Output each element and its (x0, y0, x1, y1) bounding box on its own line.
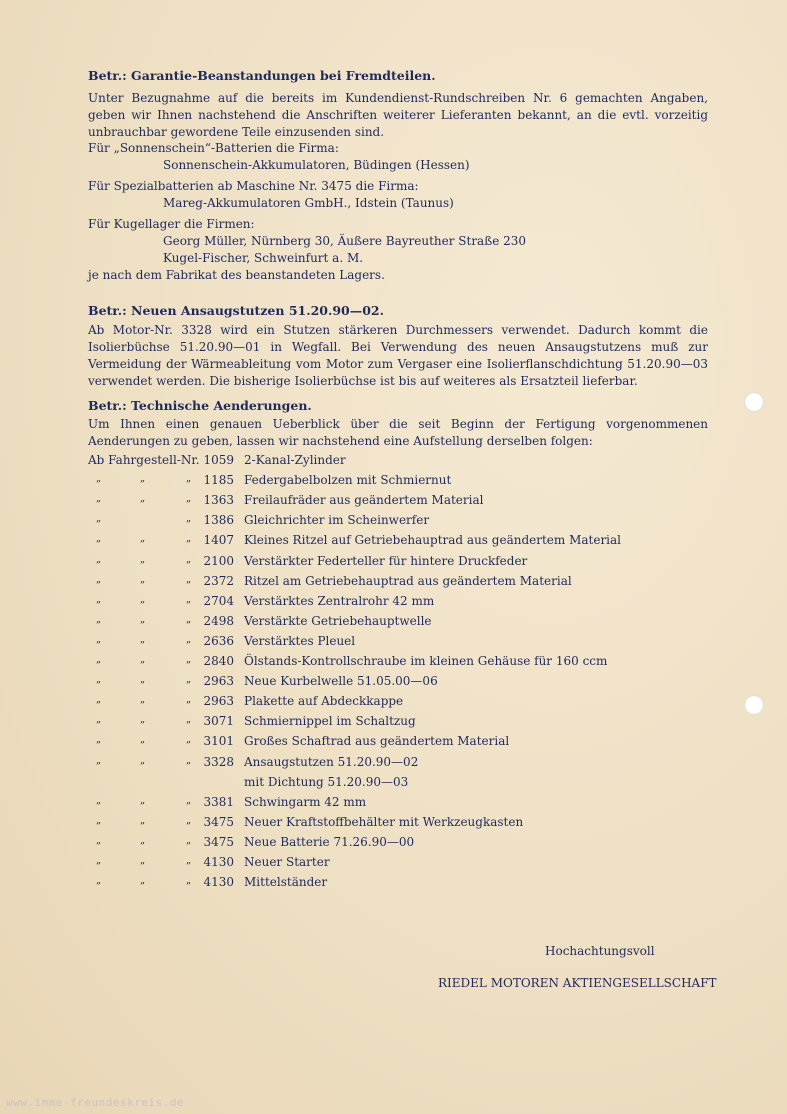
ditto-mark: „ (186, 654, 192, 665)
chassis-number: 2840 (203, 654, 234, 668)
ditto-mark: „ (186, 553, 192, 565)
ditto-mark: „ (140, 613, 146, 625)
chassis-number: 4130 (203, 875, 234, 890)
battery-supplier-label: Für „Sonnenschein“-Batterien die Firma: (88, 141, 339, 155)
section-heading-technical-changes: Betr.: Technische Aenderungen. (88, 398, 312, 413)
change-row (88, 694, 708, 712)
chassis-number: 2704 (203, 593, 234, 608)
change-description: Neue Kurbelwelle 51.05.00—06 (244, 674, 438, 689)
ditto-mark: „ (186, 834, 192, 846)
chassis-number: 4130 (203, 855, 234, 869)
ditto-mark: „ (96, 814, 102, 826)
ditto-mark: „ (96, 875, 102, 887)
change-row (88, 855, 708, 873)
section-heading-intake: Betr.: Neuen Ansaugstutzen 51.20.90—02. (88, 303, 384, 318)
ditto-mark: „ (140, 875, 146, 887)
ditto-mark: „ (96, 834, 102, 846)
ditto-mark: „ (96, 473, 102, 485)
ditto-mark: „ (96, 855, 102, 866)
chassis-number: 3475 (203, 814, 234, 829)
ditto-mark: „ (96, 593, 102, 605)
ditto-mark: „ (186, 493, 192, 505)
change-description: Ölstands-Kontrollschraube im kleinen Gehäuse für 160 ccm (244, 654, 608, 668)
bearing-supplier-address-2: Kugel-Fischer, Schweinfurt a. M. (163, 251, 364, 265)
ditto-mark: „ (186, 473, 192, 485)
change-row (88, 614, 708, 632)
intake-paragraph: Ab Motor-Nr. 3328 wird ein Stutzen stärkeren Durchmessers verwendet. Dadurch kommt die Isolierbüchse 51.20.90—01 in Wegfall. Bei Verwendung des neuen Ansaugstutzens muß zur Vermeidung der Wärmeableitung vom Motor zum Vergaser eine Isolierflanschdichtung 51.20.90—03 verwendet werden. Die bisherige Isolierbüchse ist bis auf weiteres als Ersatzteil lieferbar. (88, 323, 708, 388)
change-row (88, 795, 708, 813)
ditto-mark: „ (96, 493, 102, 505)
company-signature: RIEDEL MOTOREN AKTIENGESELLSCHAFT (438, 976, 717, 990)
chassis-number: 3101 (203, 734, 234, 749)
ditto-mark: „ (186, 533, 192, 545)
change-row (88, 493, 708, 511)
punch-hole-top (744, 392, 764, 412)
change-row (88, 594, 708, 612)
ditto-mark: „ (186, 734, 192, 746)
ditto-mark: „ (140, 473, 146, 485)
ditto-mark: „ (186, 513, 192, 525)
chassis-number: 2498 (203, 613, 234, 628)
closing-greeting: Hochachtungsvoll (545, 944, 655, 958)
ditto-mark: „ (140, 573, 146, 585)
ditto-mark: „ (96, 633, 102, 645)
ditto-mark: „ (96, 613, 102, 625)
ditto-mark: „ (140, 593, 146, 605)
ditto-mark: „ (186, 714, 192, 726)
section-heading-guarantee: Betr.: Garantie-Beanstandungen bei Fremdteilen. (88, 68, 436, 83)
chassis-number: 2963 (203, 694, 234, 709)
chassis-number: 1363 (203, 493, 234, 508)
ditto-mark: „ (96, 734, 102, 746)
change-description: Verstärkte Getriebehauptwelle (244, 613, 432, 628)
bearing-supplier-note: je nach dem Fabrikat des beanstandeten Lagers. (88, 268, 385, 282)
change-row (88, 634, 708, 652)
ditto-mark: „ (96, 714, 102, 726)
change-row (88, 473, 708, 491)
ditto-mark: „ (96, 654, 102, 665)
change-row (88, 533, 708, 551)
change-description: Neuer Starter (244, 855, 330, 869)
technical-changes-intro: Um Ihnen einen genauen Ueberblick über die seit Beginn der Fertigung vorgenommenen Aenderungen zu geben, lassen wir nachstehend eine Aufstellung derselben folgen: (88, 417, 708, 448)
ditto-mark: „ (186, 754, 192, 766)
change-row (88, 674, 708, 692)
change-row (88, 453, 708, 471)
ditto-mark: „ (140, 694, 146, 706)
change-description: Federgabelbolzen mit Schmiernut (244, 473, 452, 488)
chassis-number: 2100 (203, 553, 234, 568)
change-description: Ritzel am Getriebehauptrad aus geändertem Material (244, 573, 572, 588)
ditto-mark: „ (140, 754, 146, 766)
chassis-number: 1185 (203, 473, 234, 488)
change-description: Großes Schaftrad aus geändertem Material (244, 734, 510, 749)
chassis-number: 2636 (203, 633, 234, 648)
ditto-mark: „ (186, 875, 192, 887)
chassis-number: 3475 (203, 834, 234, 849)
change-row (88, 815, 708, 833)
change-description: Schwingarm 42 mm (244, 794, 367, 809)
ditto-mark: „ (96, 553, 102, 565)
ditto-mark: „ (96, 794, 102, 806)
change-description: Verstärktes Pleuel (244, 633, 356, 648)
change-description: Ansaugstutzen 51.20.90—02 (244, 754, 419, 769)
ditto-mark: „ (186, 613, 192, 625)
ditto-mark: „ (96, 513, 102, 525)
guarantee-intro-paragraph: Unter Bezugnahme auf die bereits im Kundendienst-Rundschreiben Nr. 6 gemachten Angaben, geben wir Ihnen nachstehend die Anschriften weiterer Lieferanten bekannt, an die evtl. vorzeitig unbrauchbar gewordene Teile einzusenden sind. (88, 91, 708, 139)
change-description: Gleichrichter im Scheinwerfer (244, 513, 430, 528)
change-description: mit Dichtung 51.20.90—03 (244, 774, 409, 789)
ditto-mark: „ (96, 754, 102, 766)
chassis-number: 3328 (203, 754, 234, 769)
ditto-mark: „ (186, 814, 192, 826)
ditto-mark: „ (96, 694, 102, 706)
website-watermark: www.imme-freundeskreis.de (6, 1096, 185, 1109)
change-description: Mittelständer (244, 875, 328, 890)
chassis-number: 1059 (203, 453, 234, 467)
change-row (88, 835, 708, 853)
punch-hole-bottom (744, 695, 764, 715)
ditto-mark: „ (96, 573, 102, 585)
change-description: Kleines Ritzel auf Getriebehauptrad aus geändertem Material (244, 533, 622, 548)
change-description: Neuer Kraftstoffbehälter mit Werkzeugkasten (244, 814, 524, 829)
ditto-mark: „ (140, 654, 146, 665)
ditto-mark: „ (140, 633, 146, 645)
bearing-supplier-address-1: Georg Müller, Nürnberg 30, Äußere Bayreuther Straße 230 (163, 234, 527, 248)
change-description: Schmiernippel im Schaltzug (244, 714, 416, 729)
ditto-mark: „ (140, 714, 146, 726)
change-row (88, 654, 708, 672)
change-row (88, 755, 708, 773)
ditto-mark: „ (186, 794, 192, 806)
change-row (88, 775, 708, 793)
chassis-number: 3071 (203, 714, 234, 729)
ditto-mark: „ (140, 493, 146, 505)
chassis-number: 2963 (203, 674, 234, 689)
change-description: Freilaufräder aus geändertem Material (244, 493, 484, 508)
chassis-number: 1407 (203, 533, 234, 548)
chassis-number: 2372 (203, 573, 234, 588)
chassis-number: 3381 (203, 794, 234, 809)
change-row (88, 714, 708, 732)
battery-supplier-address: Sonnenschein-Akkumulatoren, Büdingen (Hessen) (163, 158, 470, 172)
chassis-number-prefix: Ab Fahrgestell-Nr. (88, 453, 200, 467)
ditto-mark: „ (140, 855, 146, 866)
change-description: Neue Batterie 71.26.90—00 (244, 834, 415, 849)
change-description: Verstärktes Zentralrohr 42 mm (244, 593, 435, 608)
ditto-mark: „ (186, 573, 192, 585)
ditto-mark: „ (186, 674, 192, 686)
chassis-number: 1386 (203, 513, 234, 528)
ditto-mark: „ (186, 694, 192, 706)
change-description: Plakette auf Abdeckkappe (244, 694, 404, 709)
ditto-mark: „ (140, 553, 146, 565)
change-row (88, 734, 708, 752)
bearing-supplier-label: Für Kugellager die Firmen: (88, 217, 255, 231)
ditto-mark: „ (140, 734, 146, 746)
ditto-mark: „ (186, 855, 192, 866)
change-row (88, 875, 708, 893)
special-battery-supplier-label: Für Spezialbatterien ab Maschine Nr. 3475 die Firma: (88, 179, 419, 193)
ditto-mark: „ (186, 593, 192, 605)
change-description: Verstärkter Federteller für hintere Druckfeder (244, 553, 528, 568)
ditto-mark: „ (140, 794, 146, 806)
change-description: 2-Kanal-Zylinder (244, 453, 346, 467)
ditto-mark: „ (140, 814, 146, 826)
special-battery-supplier-address: Mareg-Akkumulatoren GmbH., Idstein (Taunus) (163, 196, 454, 210)
ditto-mark: „ (140, 533, 146, 545)
ditto-mark: „ (186, 633, 192, 645)
ditto-mark: „ (96, 533, 102, 545)
ditto-mark: „ (140, 834, 146, 846)
change-row (88, 513, 708, 531)
change-row (88, 554, 708, 572)
change-row (88, 574, 708, 592)
ditto-mark: „ (140, 674, 146, 686)
ditto-mark: „ (96, 674, 102, 686)
